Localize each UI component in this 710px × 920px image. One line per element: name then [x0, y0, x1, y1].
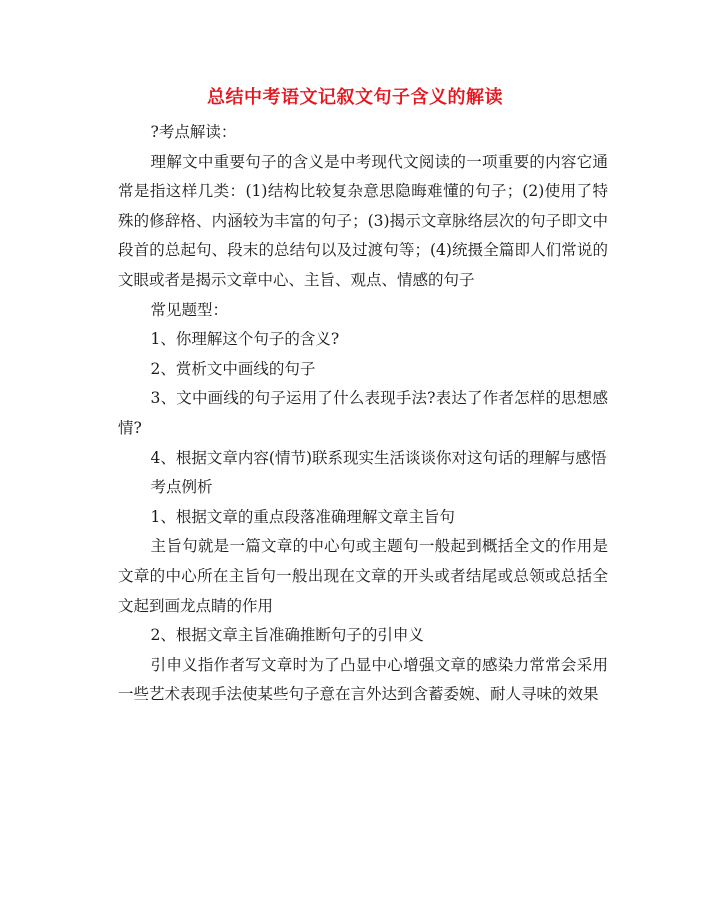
question-type-item: 4、根据文章内容(情节)联系现实生活谈谈你对这句话的理解与感悟	[150, 448, 607, 467]
document-body	[118, 118, 608, 710]
example-heading: 1、根据文章的重点段落准确理解文章主旨句	[150, 507, 455, 526]
question-type-item: 1、你理解这个句子的含义?	[150, 330, 340, 349]
example-heading: 2、根据文章主旨准确推断句子的引申义	[150, 626, 424, 645]
section-heading-key-points: ?考点解读：	[150, 123, 237, 141]
question-type-item: 3、文中画线的句子运用了什么表现手法?表达了作者怎样的思想感情?	[118, 389, 608, 437]
paragraph-key-points-explanation: 理解文中重要句子的含义是中考现代文阅读的一项重要的内容它通常是指这样几类：(1)结构比较复杂意思隐晦难懂的句子；(2)使用了特殊的修辞格、内涵较为丰富的句子；(3)揭示文章脉络层次的句子即文中段首的总起句、段末的总结句以及过渡句等；(4)统摄全篇即人们常说的文眼或者是揭示文章中心、主旨、观点、情感的句子	[118, 152, 608, 289]
section-heading-question-types: 常见题型：	[150, 300, 229, 319]
example-paragraph: 引申义指作者写文章时为了凸显中心增强文章的感染力常常会采用一些艺术表现手法使某些句子意在言外达到含蓄委婉、耐人寻味的效果	[118, 655, 608, 704]
document-title: 总结中考语文记叙文句子含义的解读	[207, 87, 503, 108]
section-heading-examples: 考点例析	[150, 478, 213, 497]
example-paragraph: 主旨句就是一篇文章的中心句或主题句一般起到概括全文的作用是文章的中心所在主旨句一般出现在文章的开头或者结尾或总领或总括全文起到画龙点睛的作用	[118, 537, 608, 615]
question-type-item: 2、赏析文中画线的句子	[150, 359, 316, 378]
